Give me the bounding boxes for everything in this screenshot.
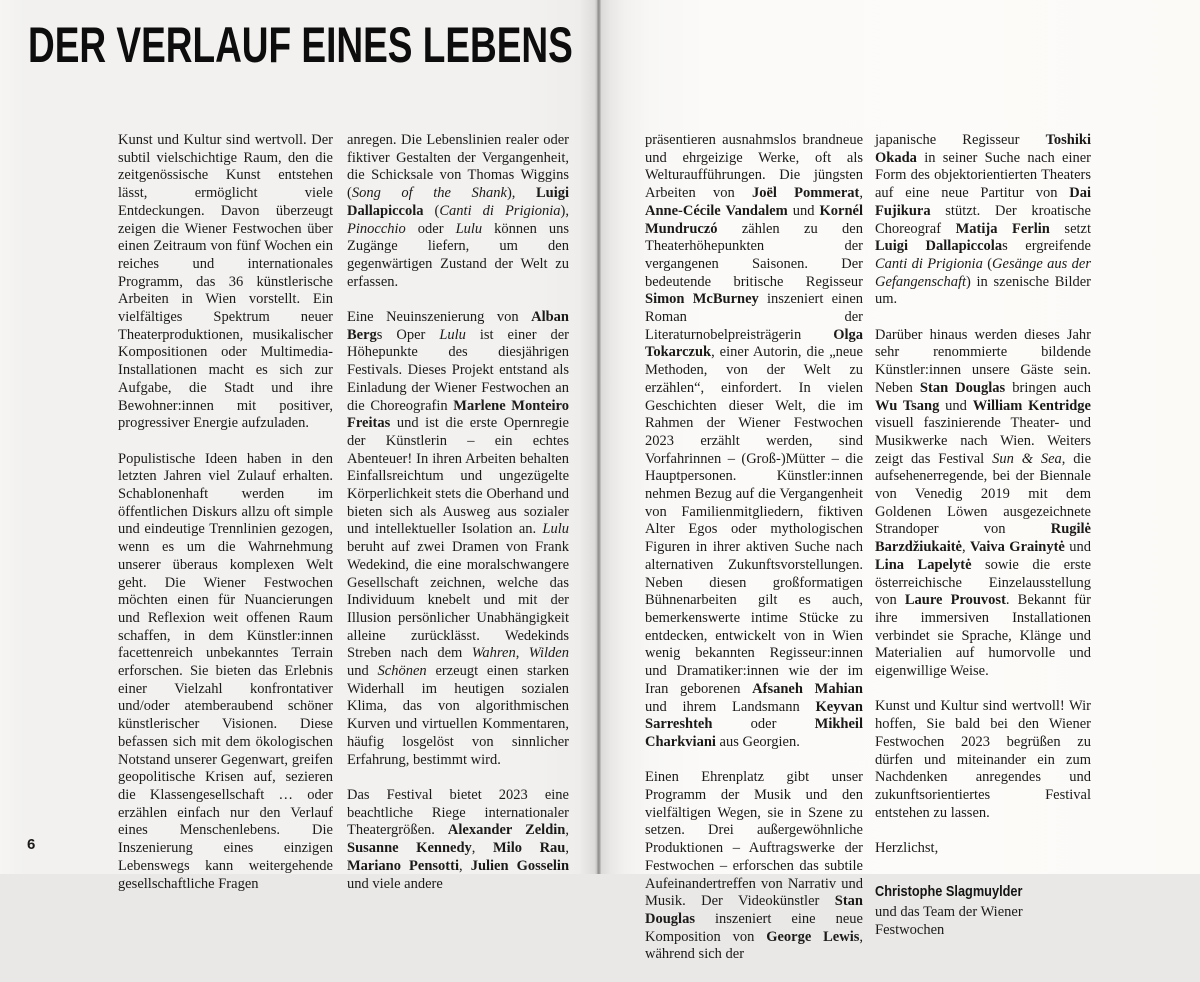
- paragraph: Herzlichst,: [875, 840, 939, 857]
- signature-team: und das Team der Wiener Festwochen: [875, 904, 1023, 939]
- paragraph: Eine Neuinszenierung von Alban Bergs Oper Lulu ist einer der Höhepunkte des diesjährigen Festivals. Dieses Projekt entstand als Einladung der Wiener Festwochen an die Choreografin Marlene Monteiro Freitas und ist die erste Opernregie der Künstlerin – ein echtes Abenteuer! In ihren Arbeiten behalten Einfallsreichtum und ungezügelte Körperlichkeit stets die Oberhand und bieten sich als Ausweg aus sozialer und intellektueller Isolation an. Lulu beruht auf zwei Dramen von Frank Wedekind, die eine moralschwangere Gesellschaft zeichnen, welche das Individuum knebelt und mit der Illusion persönlicher Unabhängigkeit alleine zurücklässt. Wedekinds Streben nach dem Wahren, Wilden und Schönen erzeugt einen starken Widerhall im heutigen sozialen Klima, das von algorithmischen Kurven und virtuellen Kommentaren, häufig losgelöst von sinnlicher Erfahrung, bestimmt wird.: [347, 309, 569, 768]
- paragraph: Kunst und Kultur sind wertvoll. Der subtil vielschichtige Raum, den die zeitgenössische Kunst entstehen lässt, ermöglicht viele Entdeckungen. Davon überzeugt zeigen die Wiener Festwochen über einen Zeitraum von fünf Wochen ein reiches und internationales Programm, das 36 künstlerische Arbeiten in Wien vorstellt. Ein vielfältiges Spektrum neuer Theaterproduktionen, musikalischer Kompositionen oder Multimedia-Installationen macht es sich zur Aufgabe, die Stadt und ihre Bewohner:innen mit positiver, progressiver Energie aufzuladen.: [118, 132, 333, 432]
- text-column-4: [875, 132, 1091, 940]
- paragraph: Populistische Ideen haben in den letzten Jahren viel Zulauf erhalten. Schablonenhaft werden im öffentlichen Diskurs allzu oft simple und eindeutige Trennlinien gezogen, wenn es um die Wahrnehmung unserer überaus komplexen Welt geht. Die Wiener Festwochen möchten einen für Nuancierungen und Reflexion weit offenen Raum schaffen, in dem Künstler:innen facettenreich unbekanntes Terrain erforschen. Sie bieten das Erlebnis einer Vielzahl konfrontativer und/oder atemberaubend schöner künstlerischer Visionen. Diese befassen sich mit dem ökologischen Notstand unserer Gegenwart, greifen geopolitische Krisen auf, sezieren die Klassengesellschaft … oder erzählen einfach nur den Verlauf eines Menschenlebens. Die Inszenierung eines einzigen Lebenswegs kann weitergehende gesellschaftliche Fragen: [118, 450, 333, 892]
- signature-block: [875, 884, 1091, 940]
- paragraph: Kunst und Kultur sind wertvoll! Wir hoffen, Sie bald bei den Wiener Festwochen 2023 begrüßen zu dürfen und miteinander ein zum Nachdenken anregendes und zukunftsorientiertes Festival entstehen zu lassen.: [875, 698, 1091, 821]
- page-left: [0, 0, 597, 892]
- paragraph: japanische Regisseur Toshiki Okada in seiner Suche nach einer Form des objektorientierten Theaters auf eine neue Partitur von Dai Fujikura stützt. Der kroatische Choreograf Matija Ferlin setzt Luigi Dallapiccolas ergreifende Canti di Prigionia (Gesänge aus der Gefangenschaft) in szenische Bilder um.: [875, 132, 1091, 308]
- paragraph: präsentieren ausnahmslos brandneue und ehrgeizige Werke, oft als Welturaufführungen. Die jüngsten Arbeiten von Joël Pommerat, Anne-Cécile Vandalem und Kornél Mundruczó zählen zu den Theaterhöhepunkten der vergangenen Saisonen. Der bedeutende britische Regisseur Simon McBurney inszeniert einen Roman der Literaturnobelpreisträgerin Olga Tokarczuk, einer Autorin, die „neue Methoden, von der Welt zu erzählen“, einfordert. In vielen Geschichten dieser Welt, die im Rahmen der Wiener Festwochen 2023 erzählt werden, sind Vorfahrinnen – (Groß-)Mütter – die Hauptpersonen. Künstler:innen nehmen Bezug auf die Vergangenheit von Familienmitgliedern, fiktiven Alter Egos oder mythologischen Figuren in ihrer aktiven Suche nach alternativen Zukunftsvorstellungen. Neben diesen großformatigen Bühnenarbeiten gilt es auch, bemerkenswerte intime Stücke zu entdecken, entwickelt von in Wien wenig bekannten Regisseur:innen und Dramatiker:innen wie der im Iran geborenen Afsaneh Mahian und ihrem Landsmann Keyvan Sarreshteh oder Mikheil Charkviani aus Georgien.: [645, 132, 863, 750]
- paragraph: Darüber hinaus werden dieses Jahr sehr renommierte bildende Künstler:innen unsere Gäste sein. Neben Stan Douglas bringen auch Wu Tsang und William Kentridge visuell faszinierende Theater- und Musikwerke nach Wien. Weiters zeigt das Festival Sun & Sea, die aufsehenerregende, bei der Biennale von Venedig 2019 mit dem Goldenen Löwen ausgezeichnete Strandoper von Rugilė Barzdžiukaitė, Vaiva Grainytė und Lina Lapelytė sowie die erste österreichische Einzelausstellung von Laure Prouvost. Bekannt für ihre immersiven Installationen verbindet sie Sprache, Klänge und Materialien auf humorvolle und eigenwillige Weise.: [875, 326, 1092, 680]
- page-number: 6: [27, 836, 36, 853]
- text-column-4-paragraphs: [875, 132, 1091, 858]
- text-column-1: [118, 132, 333, 911]
- text-column-2: [347, 132, 569, 911]
- text-column-3: [645, 132, 863, 982]
- paragraph: Das Festival bietet 2023 eine beachtliche Riege internationaler Theatergrößen. Alexander Zeldin, Susanne Kennedy, Milo Rau, Mariano Pensotti, Julien Gosselin und viele andere: [347, 786, 570, 892]
- paragraph: Einen Ehrenplatz gibt unser Programm der Musik und den vielfältigen Wegen, sie in Szene zu setzen. Drei außergewöhnliche Produktionen – Auftragswerke der Festwochen – erforschen das subtile Aufeinandertreffen von Narrativ und Musik. Der Videokünstler Stan Douglas inszeniert eine neue Komposition von George Lewis, während sich der: [645, 769, 863, 963]
- page-title: DER VERLAUF EINES LEBENS: [28, 17, 573, 73]
- page-right: [601, 0, 1200, 963]
- signature-name: Christophe Slagmuylder: [875, 883, 1023, 900]
- paragraph: anregen. Die Lebenslinien realer oder fiktiver Gestalten der Vergangenheit, die Schicksale von Thomas Wiggins (Song of the Shank), Luigi Dallapiccola (Canti di Prigionia), Pinocchio oder Lulu können uns Zugänge liefern, um den gegenwärtigen Zustand der Welt zu erfassen.: [347, 132, 569, 290]
